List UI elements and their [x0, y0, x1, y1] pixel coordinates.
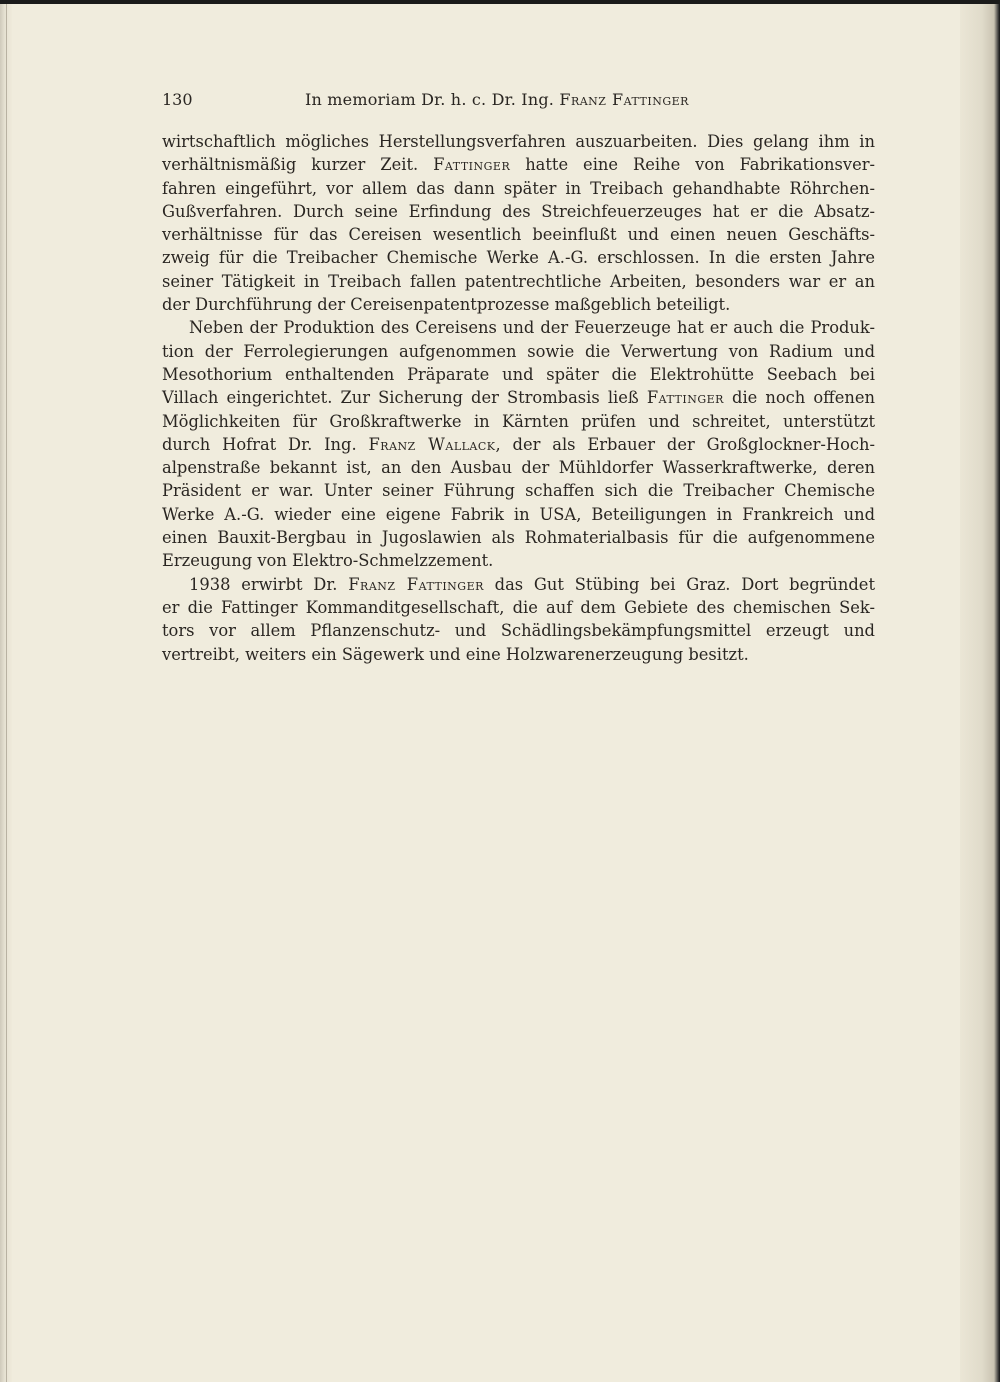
text-segment: Neben der Produktion des Cereisens und der Feuerzeuge hat er auch die Produk- [189, 318, 875, 338]
text-line [162, 340, 875, 363]
text-line [162, 410, 875, 433]
text-segment: Gußverfahren. Durch seine Erfindung des Streichfeuerzeuges hat er die Absatz- [162, 201, 875, 221]
text-line [162, 433, 875, 456]
text-line [162, 479, 875, 502]
text-segment: Erzeugung von Elektro-Schmelzzement. [162, 551, 494, 571]
text-segment: In memoriam Dr. h. c. Dr. Ing. [305, 90, 560, 109]
small-caps-name: Franz Fattinger [348, 574, 484, 594]
text-segment: seiner Tätigkeit in Treibach fallen patentrechtliche Arbeiten, besonders war er an [162, 271, 875, 291]
text-segment: alpenstraße bekannt ist, an den Ausbau der Mühldorfer Wasserkraftwerke, deren [162, 458, 875, 478]
text-segment: vertreibt, weiters ein Sägewerk und eine Holzwarenerzeugung besitzt. [162, 644, 749, 664]
text-segment: Werke A.-G. wieder eine eigene Fabrik in USA, Beteiligungen in Frankreich und [162, 504, 875, 524]
text-segment: Mesothorium enthaltenden Präparate und später die Elektrohütte Seebach bei [162, 364, 875, 384]
text-segment: wirtschaftlich mögliches Herstellungsverfahren auszuarbeiten. Dies gelang ihm in [162, 132, 875, 151]
text-line [162, 503, 875, 526]
text-segment: verhältnismäßig kurzer Zeit. [162, 155, 434, 175]
text-line [162, 153, 875, 176]
text-segment: tors vor allem Pflanzenschutz- und Schädlingsbekämpfungsmittel erzeugt und [162, 621, 875, 641]
text-segment: die noch offenen [723, 388, 875, 408]
text-line [162, 526, 875, 549]
text-line [162, 316, 875, 339]
text-segment: 1938 erwirbt Dr. [189, 574, 349, 594]
text-line [162, 573, 875, 596]
running-title [305, 90, 689, 109]
text-line [162, 456, 875, 479]
text-line [162, 130, 875, 153]
text-line [162, 270, 875, 293]
text-segment: hatte eine Reihe von Fabrikationsver- [510, 155, 875, 175]
text-segment: durch Hofrat Dr. Ing. [162, 434, 369, 454]
text-segment: der Durchführung der Cereisenpatentprozesse maßgeblich beteiligt. [162, 295, 731, 315]
text-line [162, 223, 875, 246]
small-caps-name: Franz Wallack [368, 434, 496, 454]
body-text [162, 130, 875, 666]
text-line [162, 386, 875, 409]
text-segment: , der als Erbauer der Großglockner-Hoch- [495, 434, 875, 454]
small-caps-name: Fattinger [646, 388, 724, 408]
page-number: 130 [162, 90, 193, 109]
page-header [162, 90, 725, 112]
text-segment: das Gut Stübing bei Graz. Dort begründet [483, 574, 875, 594]
text-line [162, 246, 875, 269]
text-line [162, 643, 875, 666]
text-line [162, 363, 875, 386]
small-caps-name: Fattinger [433, 155, 511, 175]
text-line [162, 293, 875, 316]
text-segment: Villach eingerichtet. Zur Sicherung der Strombasis ließ [162, 388, 647, 408]
scan-top-border [0, 0, 1000, 4]
text-line [162, 596, 875, 619]
text-line [162, 177, 875, 200]
text-line [162, 549, 875, 572]
text-segment: fahren eingeführt, vor allem das dann später in Treibach gehandhabte Röhrchen- [162, 178, 875, 198]
text-segment: zweig für die Treibacher Chemische Werke A.-G. erschlossen. In die ersten Jahre [162, 248, 875, 268]
text-segment: Möglichkeiten für Großkraftwerke in Kärnten prüfen und schreitet, unterstützt [162, 411, 875, 431]
text-segment: er die Fattinger Kommanditgesellschaft, die auf dem Gebiete des chemischen Sek- [162, 597, 875, 617]
text-line [162, 619, 875, 642]
text-segment: Präsident er war. Unter seiner Führung schaffen sich die Treibacher Chemische [162, 481, 875, 501]
text-segment: einen Bauxit-Bergbau in Jugoslawien als Rohmaterialbasis für die aufgenommene [162, 528, 875, 548]
text-segment: verhältnisse für das Cereisen wesentlich beeinflußt und einen neuen Geschäfts- [162, 225, 875, 245]
small-caps-name: Franz Fattinger [559, 90, 689, 109]
page-edge-right [960, 4, 1000, 1382]
text-line [162, 200, 875, 223]
page-gutter-line [6, 4, 7, 1382]
text-segment: tion der Ferrolegierungen aufgenommen sowie die Verwertung von Radium und [162, 341, 875, 361]
